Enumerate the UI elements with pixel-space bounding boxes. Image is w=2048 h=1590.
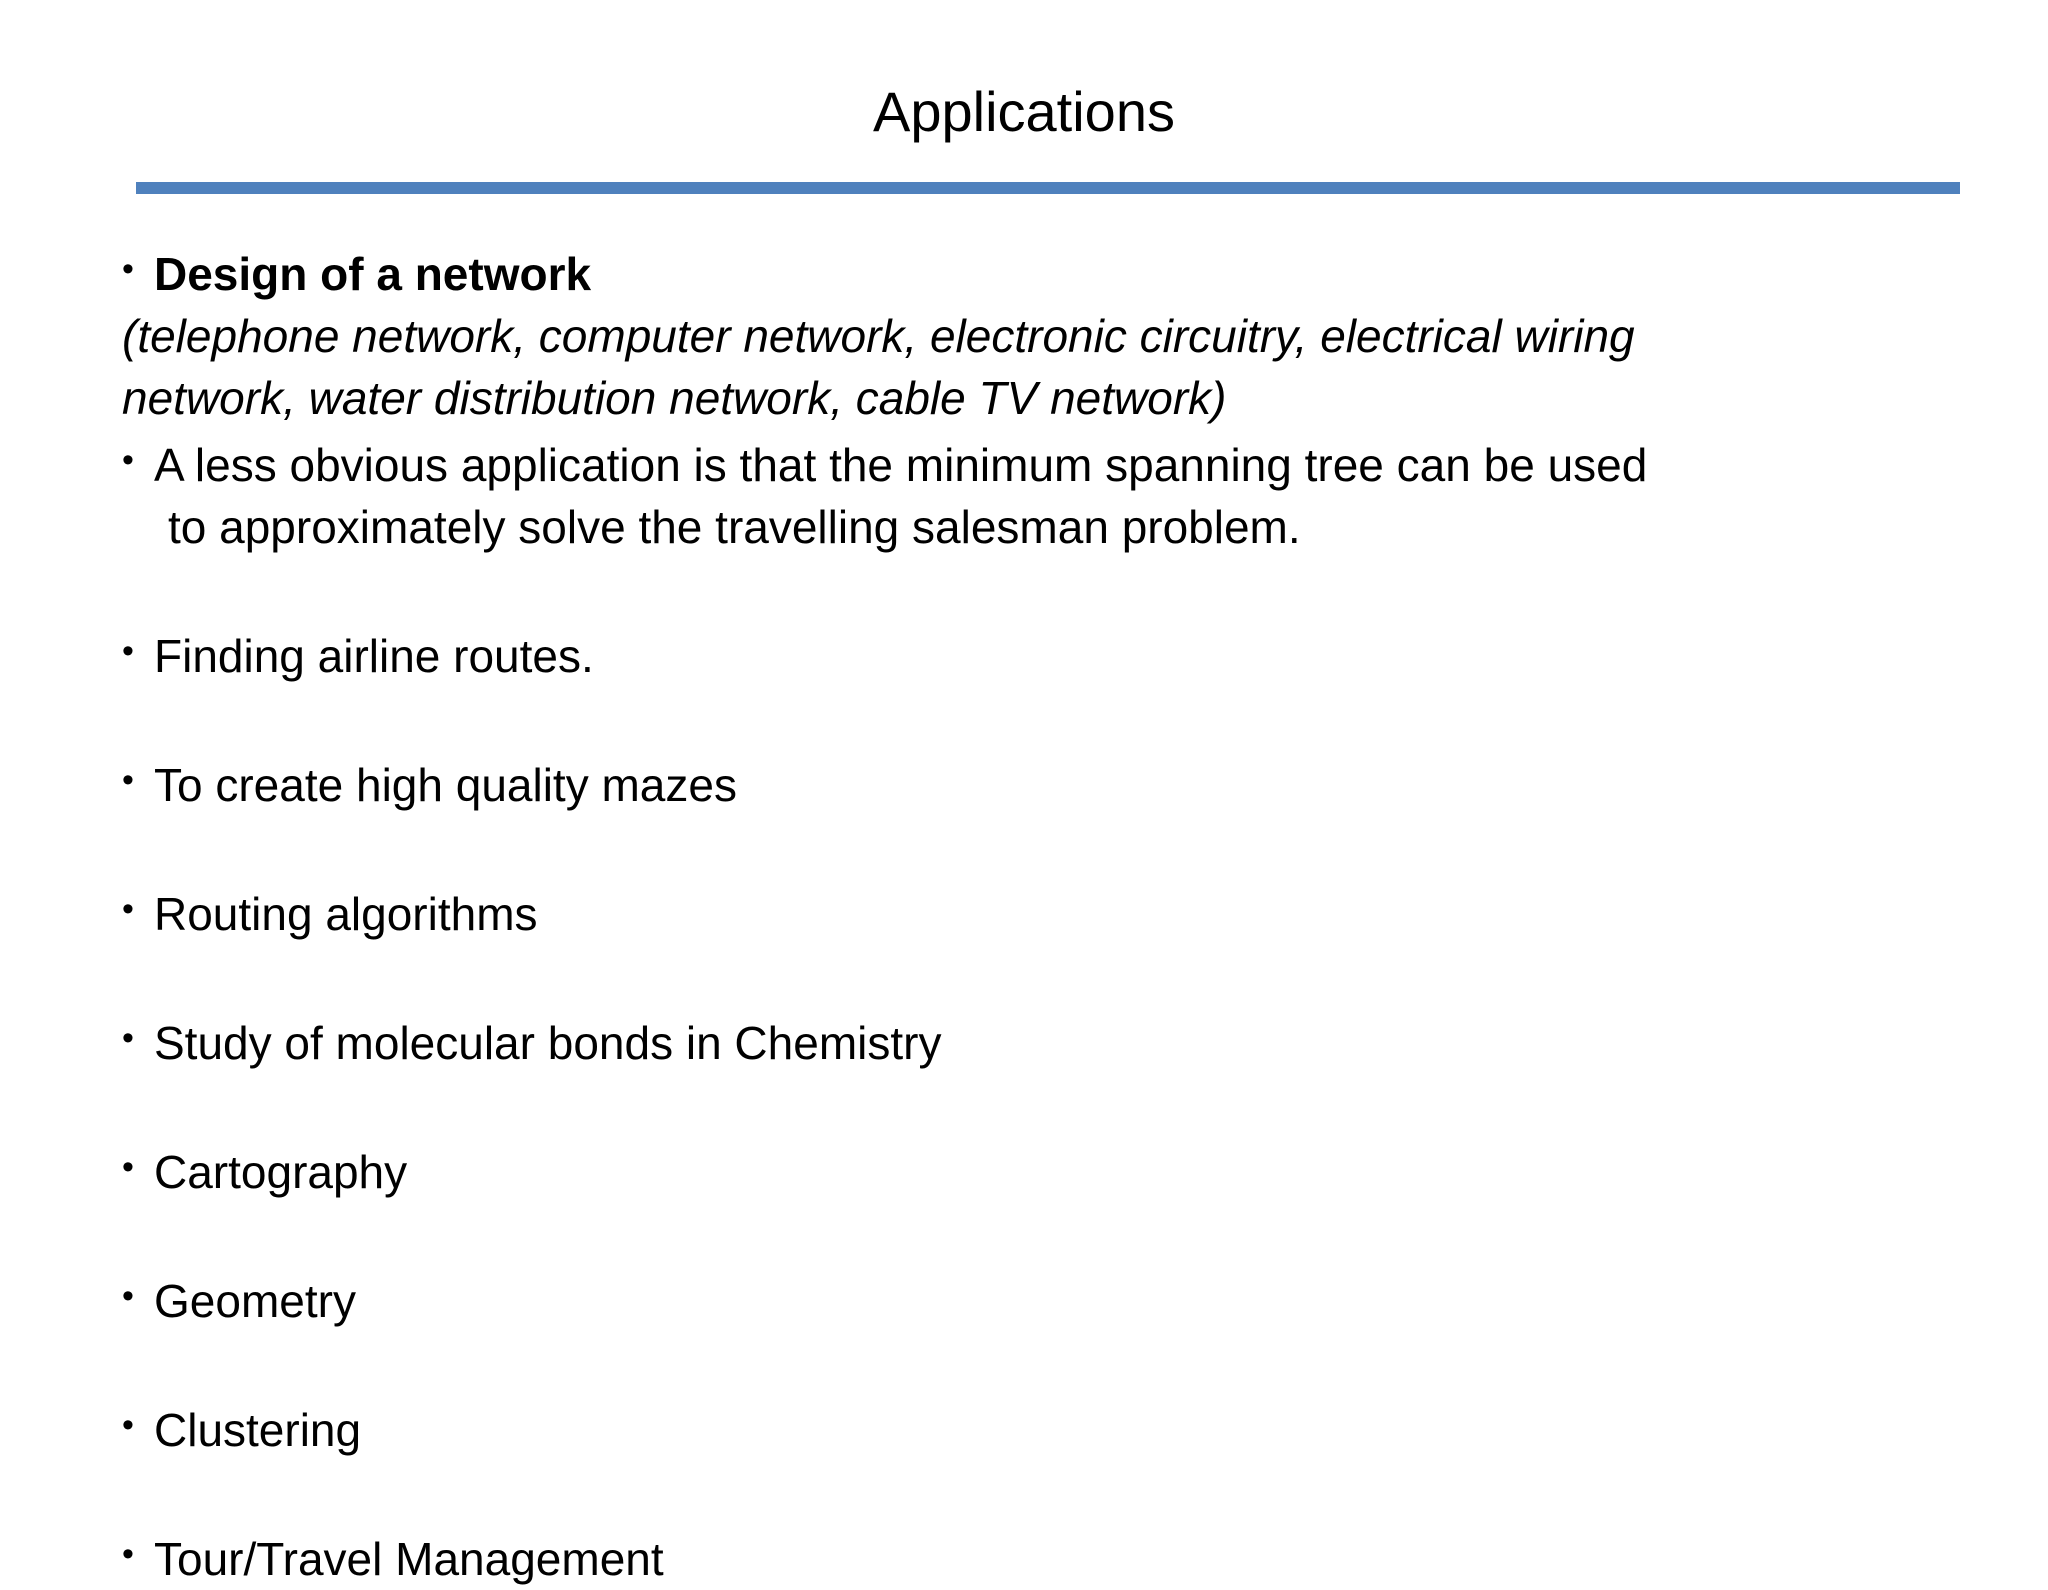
slide-title: Applications (873, 80, 1175, 143)
bullet-icon: • (122, 441, 134, 479)
item-detail-line: network, water distribution network, cable TV network) (122, 372, 1227, 424)
list-item (122, 238, 1982, 305)
bullet-icon: • (122, 1019, 134, 1057)
item-label: Tour/Travel Management (154, 1533, 664, 1585)
item-label: Study of molecular bonds in Chemistry (154, 1017, 942, 1069)
spacer (122, 945, 1982, 1007)
item-label: Clustering (154, 1404, 362, 1456)
list-item (122, 429, 1982, 496)
item-label: A less obvious application is that the minimum spanning tree can be used (154, 439, 1648, 491)
item-label: Geometry (154, 1275, 356, 1327)
item-detail (122, 305, 1982, 429)
list-item (122, 1523, 1982, 1590)
list-item (122, 749, 1982, 816)
bullet-icon: • (122, 1148, 134, 1186)
item-label: Routing algorithms (154, 888, 538, 940)
bullet-icon: • (122, 761, 134, 799)
spacer (122, 558, 1982, 620)
bullet-icon: • (122, 890, 134, 928)
spacer (122, 1074, 1982, 1136)
spacer (122, 1203, 1982, 1265)
list-item (122, 1265, 1982, 1332)
spacer (122, 687, 1982, 749)
item-label: Design of a network (154, 248, 592, 300)
spacer (122, 1332, 1982, 1394)
spacer (122, 816, 1982, 878)
item-label: Cartography (154, 1146, 408, 1198)
bullet-icon: • (122, 1535, 134, 1573)
item-label: Finding airline routes. (154, 630, 594, 682)
bullet-list (122, 238, 1982, 1590)
item-continuation: to approximately solve the travelling salesman problem. (168, 501, 1301, 553)
bullet-icon: • (122, 1406, 134, 1444)
list-item (122, 1136, 1982, 1203)
list-item (122, 1007, 1982, 1074)
list-item (122, 878, 1982, 945)
bullet-icon: • (122, 632, 134, 670)
spacer (122, 1461, 1982, 1523)
item-detail-line: (telephone network, computer network, electronic circuitry, electrical wiring (122, 310, 1635, 362)
item-label: To create high quality mazes (154, 759, 737, 811)
title-divider (136, 182, 1960, 194)
bullet-icon: • (122, 1277, 134, 1315)
list-item (122, 620, 1982, 687)
bullet-icon: • (122, 250, 134, 288)
list-item (122, 1394, 1982, 1461)
